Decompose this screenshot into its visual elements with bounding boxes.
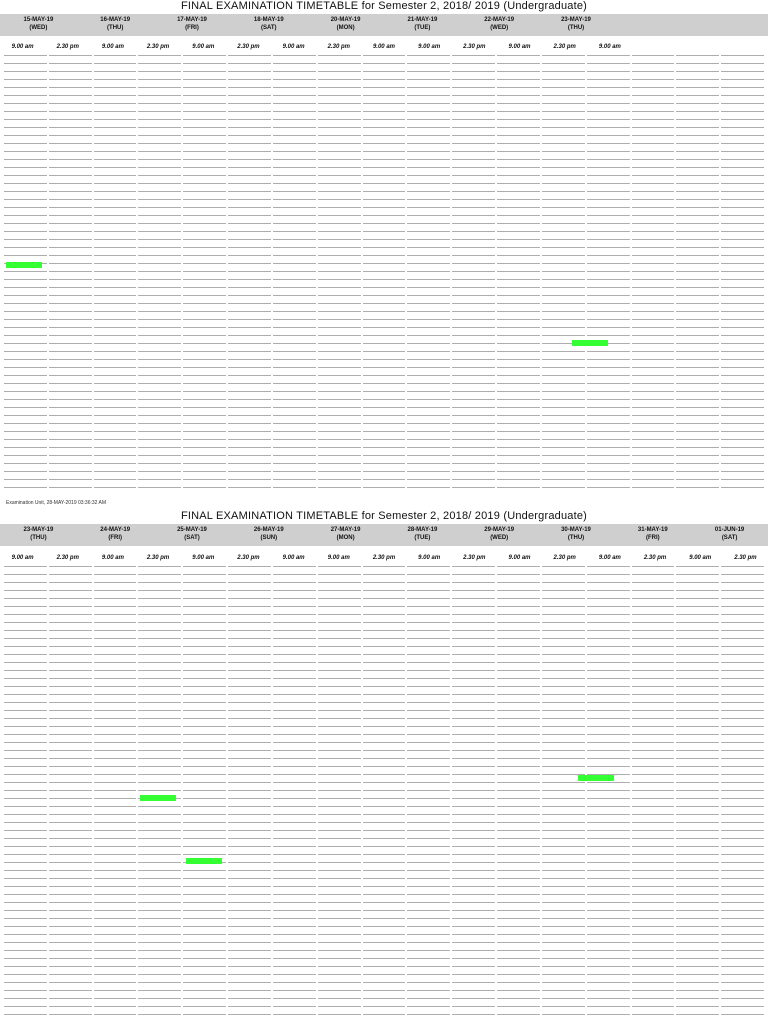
course-code-list (363, 55, 406, 495)
course-code-list (587, 55, 630, 495)
course-code-list (497, 566, 540, 1016)
session-time: 2.30 pm (463, 44, 486, 50)
day-header: 27-MAY-19 (MON) (330, 527, 361, 541)
course-code-list (49, 55, 92, 495)
day-header: 29-MAY-19 (WED) (484, 527, 515, 541)
session-time: 2.30 pm (553, 44, 576, 50)
date-header-band-bottom (0, 524, 768, 546)
session-time: 2.30 pm (643, 555, 667, 561)
course-code-list (542, 566, 585, 1016)
course-code-list (318, 55, 361, 495)
session-time: 9.00 am (598, 555, 621, 561)
session-time: 9.00 am (101, 44, 124, 50)
course-code-list (228, 55, 271, 495)
highlighted-course (140, 795, 176, 801)
highlighted-course (186, 858, 222, 864)
course-code-list (497, 55, 540, 495)
course-code-list (49, 566, 92, 1016)
session-time: 9.00 am (282, 555, 305, 561)
course-code-list (632, 55, 675, 495)
course-code-list (721, 566, 764, 1016)
highlighted-course (572, 340, 608, 346)
course-code-list (4, 55, 47, 495)
session-time: 2.30 pm (372, 555, 396, 561)
session-time: 9.00 am (418, 555, 441, 561)
session-row-top (0, 44, 768, 50)
day-header: 20-MAY-19 (MON) (330, 17, 361, 31)
course-code-list (138, 55, 181, 495)
course-code-list (273, 566, 316, 1016)
course-code-list (632, 566, 675, 1016)
course-code-list (183, 55, 226, 495)
course-code-list (183, 566, 226, 1016)
session-time: 9.00 am (689, 555, 712, 561)
session-time: 2.30 pm (327, 44, 350, 50)
course-code-columns-top (4, 55, 764, 495)
date-header-band-top (0, 14, 768, 36)
day-header: 26-MAY-19 (SUN) (253, 527, 284, 541)
session-time: 9.00 am (282, 44, 305, 50)
course-code-list (676, 566, 719, 1016)
day-header: 25-MAY-19 (SAT) (177, 527, 207, 541)
session-time: 2.30 pm (146, 555, 170, 561)
course-code-list (4, 566, 47, 1016)
course-code-list (138, 566, 181, 1016)
session-time: 2.30 pm (56, 44, 79, 50)
session-time: 2.30 pm (237, 555, 260, 561)
day-header: 24-MAY-19 (FRI) (100, 527, 131, 541)
day-header: 31-MAY-19 (FRI) (637, 527, 668, 541)
course-code-list (676, 55, 719, 495)
day-header: 23-MAY-19 (THU) (561, 17, 591, 31)
session-time: 9.00 am (101, 555, 124, 561)
course-code-list (452, 55, 495, 495)
session-row-bottom (0, 555, 768, 561)
session-time: 2.30 pm (56, 555, 79, 561)
timetable-title-bottom: FINAL EXAMINATION TIMETABLE for Semester 2, 2018/ 2019 (Undergraduate) (180, 510, 588, 522)
footnote: Examination Unit, 28-MAY-2019 03:36:32 AM (6, 500, 107, 506)
day-header: 30-MAY-19 (THU) (561, 527, 591, 541)
session-time: 2.30 pm (463, 555, 486, 561)
course-code-list (363, 566, 406, 1016)
day-header: 22-MAY-19 (WED) (484, 17, 515, 31)
session-time: 9.00 am (372, 44, 395, 50)
timetable-title-top: FINAL EXAMINATION TIMETABLE for Semester 2, 2018/ 2019 (Undergraduate) (180, 0, 588, 12)
session-time: 9.00 am (11, 555, 34, 561)
course-code-list (407, 566, 450, 1016)
day-header: 21-MAY-19 (TUE) (407, 17, 438, 31)
day-header: 15-MAY-19 (WED) (23, 17, 54, 31)
session-time: 2.30 pm (734, 555, 757, 561)
day-header: 01-JUN-19 (SAT) (714, 527, 745, 541)
course-code-list (94, 55, 137, 495)
session-time: 9.00 am (192, 555, 215, 561)
course-code-list (273, 55, 316, 495)
course-code-list (94, 566, 137, 1016)
course-code-list (542, 55, 585, 495)
day-header: 18-MAY-19 (SAT) (253, 17, 284, 31)
session-time: 9.00 am (598, 44, 621, 50)
course-code-list (452, 566, 495, 1016)
session-time: 9.00 am (418, 44, 441, 50)
session-time: 2.30 pm (146, 44, 170, 50)
session-time: 9.00 am (11, 44, 34, 50)
highlighted-course (578, 775, 614, 781)
course-code-list (228, 566, 271, 1016)
session-time: 9.00 am (508, 555, 531, 561)
session-time: 2.30 pm (237, 44, 260, 50)
session-time: 9.00 am (327, 555, 350, 561)
course-code-columns-bottom (4, 566, 764, 1016)
highlighted-course (6, 262, 42, 268)
day-header: 16-MAY-19 (THU) (100, 17, 131, 31)
course-code-list (587, 566, 630, 1016)
course-code-list (721, 55, 764, 495)
session-time: 2.30 pm (553, 555, 576, 561)
course-code-list (318, 566, 361, 1016)
day-header: 28-MAY-19 (TUE) (407, 527, 438, 541)
session-time: 9.00 am (192, 44, 215, 50)
day-header: 23-MAY-19 (THU) (23, 527, 54, 541)
day-header: 17-MAY-19 (FRI) (177, 17, 207, 31)
course-code-list (407, 55, 450, 495)
session-time: 9.00 am (508, 44, 531, 50)
